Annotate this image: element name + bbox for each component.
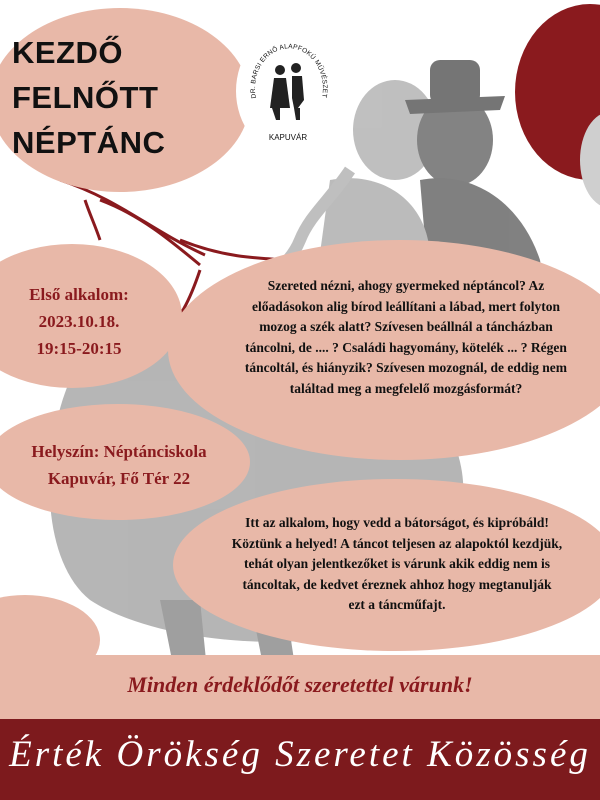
intro-line: előadásokon alig bírod leállítani a lábad, mert folyton — [251, 298, 561, 314]
intro-line: mozog a szék alatt? Szívesen beállnál a táncházban — [259, 319, 553, 334]
school-seal-icon — [236, 28, 340, 154]
call-line: táncoltak, de kedvet éreznek ahhoz hogy megtanulják — [242, 576, 552, 592]
venue-line-1: Helyszín: Néptánciskola — [31, 442, 207, 461]
intro-line: táncoltál, és hiányzik? Szívesen mozognál, de eddig nem — [244, 360, 568, 375]
venue — [4, 438, 234, 492]
intro-line: táncolni, de .... ? Családi hagyomány, kötelék ... ? Régen — [245, 339, 567, 355]
title-line-1: KEZDŐ — [12, 35, 123, 70]
call-line: Köztünk a helyed! A táncot teljesen az alapoktól kezdjük, — [231, 535, 563, 551]
footer-motto: Érték Örökség Szeretet Közösség — [9, 734, 591, 775]
page-title — [12, 30, 192, 165]
title-line-3: NÉPTÁNC — [12, 125, 166, 160]
intro-line: Szereted nézni, ahogy gyermeked néptáncol? Az — [267, 278, 545, 293]
venue-line-2: Kapuvár, Fő Tér 22 — [47, 469, 191, 488]
school-logo — [236, 28, 340, 154]
first-session-label: Első alkalom: — [29, 285, 129, 304]
call-line: tehát olyan jelentkezőket is várunk akik eddig nem is — [243, 556, 551, 571]
call-line: Itt az alkalom, hogy vedd a bátorságot, és kipróbáld! — [245, 515, 549, 530]
invitation-text: Minden érdeklődőt szeretettel várunk! — [127, 672, 473, 697]
logo-ring-text: DR. BARSI ERNŐ ALAPFOKÚ MŰVÉSZET — [249, 43, 329, 99]
first-session-date: 2023.10.18. — [38, 312, 120, 331]
intro-line: találtad meg a megfelelő mozgásformát? — [289, 380, 523, 396]
first-session — [4, 281, 154, 362]
call-paragraph — [192, 513, 600, 616]
intro-paragraph — [210, 276, 600, 399]
first-session-time: 19:15-20:15 — [36, 339, 122, 358]
title-line-2: FELNŐTT — [12, 80, 159, 115]
call-line: ezt a táncműfajt. — [348, 597, 446, 612]
logo-city: KAPUVÁR — [268, 133, 308, 142]
